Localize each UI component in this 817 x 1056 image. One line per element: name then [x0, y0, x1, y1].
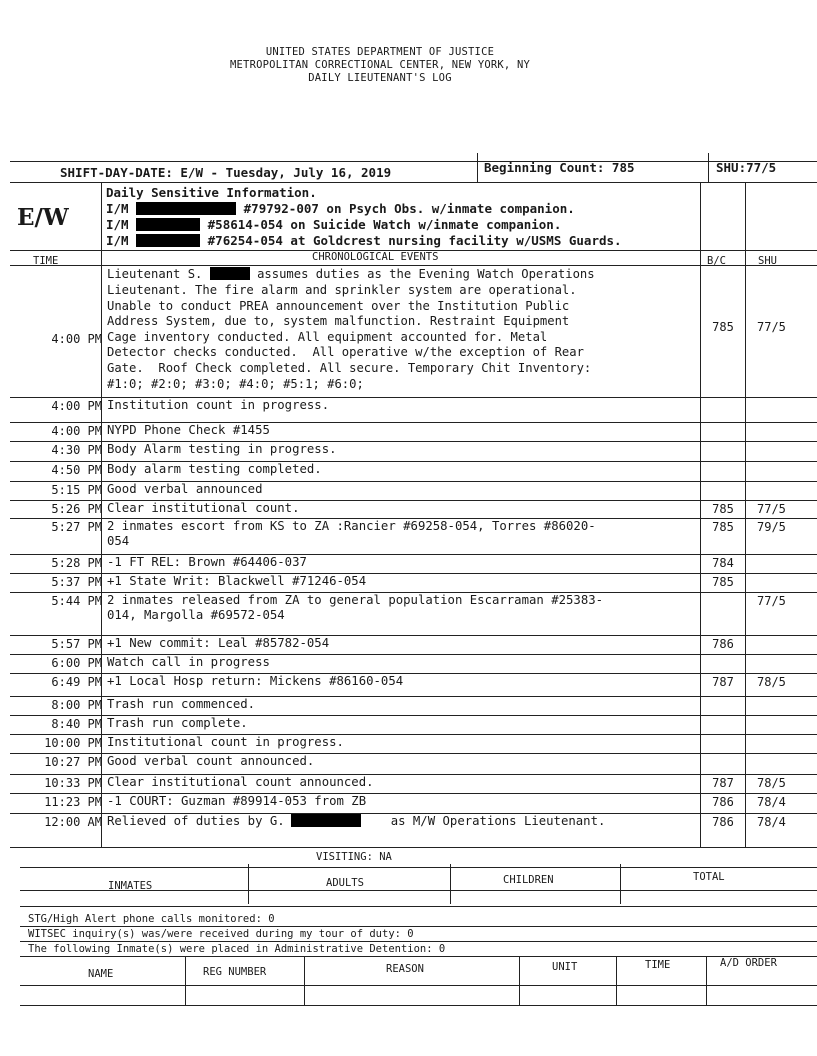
rule: [20, 890, 817, 891]
bc-column-border-left: [700, 182, 701, 847]
entry-time: 4:00 PM: [51, 332, 102, 346]
event-text: Trash run complete.: [107, 716, 248, 730]
divider: [477, 153, 478, 183]
ad-name-header: NAME: [88, 968, 114, 980]
event-time: 5:57 PM: [51, 637, 102, 651]
event-shu: 78/4: [757, 795, 786, 809]
visiting-children-header: CHILDREN: [503, 874, 554, 886]
event-text: -1 COURT: Guzman #89914-053 from ZB: [107, 794, 367, 808]
event-time: 5:37 PM: [51, 575, 102, 589]
event-text: -1 FT REL: Brown #64406-037: [107, 555, 307, 569]
divider: [304, 956, 305, 1006]
visiting-inmates-header: INMATES: [108, 880, 153, 892]
event-bc: 786: [712, 815, 734, 829]
redaction: [210, 267, 250, 280]
divider: [708, 153, 709, 183]
event-text: Good verbal count announced.: [107, 754, 315, 768]
rule: [10, 161, 817, 162]
event-time: 4:50 PM: [51, 463, 102, 477]
entry-bc: 785: [712, 320, 734, 334]
event-text: Clear institutional count announced.: [107, 775, 374, 789]
row-divider: [10, 847, 817, 848]
entry-text-body: Lieutenant. The fire alarm and sprinkler system are operational. Unable to conduct PREA announcement over the Institution Public Address System, due to, system malfunction. Restraint Equipment Cage inventory conducted. All equipment accounted for. Metal Detector checks conducted. All operative w/the exception of Rear Gate. Roof Check completed. All secure. Temporary Chit Inventory: #1:0; #2:0; #3:0; #4:0; #5:1; #6:0;: [107, 283, 592, 391]
event-text: Clear institutional count.: [107, 501, 300, 515]
rule: [20, 906, 817, 907]
event-time: 10:00 PM: [44, 736, 102, 750]
event-text: Watch call in progress: [107, 655, 270, 669]
rule: [20, 985, 817, 986]
event-text: 2 inmates escort from KS to ZA :Rancier #69258-054, Torres #86020- 054: [107, 519, 596, 548]
event-text: +1 New commit: Leal #85782-054: [107, 636, 330, 650]
event-bc: 786: [712, 795, 734, 809]
ad-time-header: TIME: [645, 959, 671, 971]
stg-calls: STG/High Alert phone calls monitored: 0: [28, 913, 275, 925]
event-bc: 785: [712, 502, 734, 516]
shu-count: SHU:77/5: [716, 160, 777, 175]
sensitive-title: Daily Sensitive Information.: [106, 185, 317, 200]
department-title: UNITED STATES DEPARTMENT OF JUSTICE: [265, 46, 495, 58]
event-shu: 78/5: [757, 776, 786, 790]
event-time: 8:40 PM: [51, 717, 102, 731]
shift-day-date: SHIFT-DAY-DATE: E/W - Tuesday, July 16, 2019: [60, 165, 392, 180]
redaction: [136, 234, 200, 247]
event-time: 5:44 PM: [51, 594, 102, 608]
beginning-count: Beginning Count: 785: [484, 160, 635, 175]
event-time: 4:00 PM: [51, 424, 102, 438]
ad-reason-header: REASON: [386, 963, 424, 975]
shift-code: E/W: [17, 204, 69, 231]
admin-detention: The following Inmate(s) were placed in Administrative Detention: 0: [28, 943, 446, 955]
event-text: NYPD Phone Check #1455: [107, 423, 270, 437]
rule: [20, 956, 817, 957]
event-time: 5:27 PM: [51, 520, 102, 534]
event-time: 10:27 PM: [44, 755, 102, 769]
facility-title: METROPOLITAN CORRECTIONAL CENTER, NEW YORK, NY: [230, 59, 530, 71]
event-time: 4:30 PM: [51, 443, 102, 457]
ad-order-header: A/D ORDER: [720, 957, 777, 969]
entry-shu: 77/5: [757, 320, 786, 334]
event-time: 6:00 PM: [51, 656, 102, 670]
event-text: +1 Local Hosp return: Mickens #86160-054: [107, 674, 404, 688]
rule: [20, 941, 817, 942]
event-shu: 77/5: [757, 594, 786, 608]
rule: [10, 265, 817, 266]
event-bc: 787: [712, 776, 734, 790]
shu-column-header: SHU: [758, 255, 777, 267]
event-time: 5:15 PM: [51, 483, 102, 497]
log-title: DAILY LIEUTENANT'S LOG: [308, 72, 452, 84]
bc-column-header: B/C: [707, 255, 726, 267]
event-time: 12:00 AM: [44, 815, 102, 829]
event-time: 4:00 PM: [51, 399, 102, 413]
visiting-adults-header: ADULTS: [326, 877, 364, 889]
event-text: Good verbal announced: [107, 482, 263, 496]
event-bc: 786: [712, 637, 734, 651]
event-time: 5:26 PM: [51, 502, 102, 516]
event-shu: 78/5: [757, 675, 786, 689]
entry-text-line1: Lieutenant S. assumes duties as the Evening Watch Operations: [107, 267, 595, 281]
event-time: 5:28 PM: [51, 556, 102, 570]
rule: [10, 182, 817, 183]
redaction: [136, 202, 236, 215]
divider: [185, 956, 186, 1006]
event-text: Institution count in progress.: [107, 398, 330, 412]
event-shu: 77/5: [757, 502, 786, 516]
event-text: Body Alarm testing in progress.: [107, 442, 337, 456]
event-bc: 785: [712, 575, 734, 589]
event-time: 6:49 PM: [51, 675, 102, 689]
event-bc: 787: [712, 675, 734, 689]
sensitive-line-2: I/M #58614-054 on Suicide Watch w/inmate companion.: [106, 217, 562, 232]
event-shu: 79/5: [757, 520, 786, 534]
events-column-header: CHRONOLOGICAL EVENTS: [312, 251, 439, 263]
ad-unit-header: UNIT: [552, 961, 578, 973]
divider: [706, 956, 707, 1006]
divider: [450, 864, 451, 904]
time-column-header: TIME: [33, 255, 59, 267]
event-text: Relieved of duties by G. as M/W Operations Lieutenant.: [107, 814, 606, 828]
event-bc: 784: [712, 556, 734, 570]
redaction: [291, 814, 361, 827]
event-text: 2 inmates released from ZA to general population Escarraman #25383- 014, Margolla #69572-054: [107, 593, 604, 622]
event-text: Trash run commenced.: [107, 697, 256, 711]
sensitive-line-1: I/M #79792-007 on Psych Obs. w/inmate companion.: [106, 201, 575, 216]
event-text: +1 State Writ: Blackwell #71246-054: [107, 574, 367, 588]
rule: [20, 1005, 817, 1006]
ad-reg-header: REG NUMBER: [203, 966, 267, 978]
event-time: 10:33 PM: [44, 776, 102, 790]
divider: [620, 864, 621, 904]
shu-column-border-left: [745, 182, 746, 847]
divider: [248, 864, 249, 904]
event-shu: 78/4: [757, 815, 786, 829]
redaction: [136, 218, 200, 231]
visiting-total-header: TOTAL: [693, 871, 725, 883]
event-time: 8:00 PM: [51, 698, 102, 712]
event-text: Body alarm testing completed.: [107, 462, 322, 476]
divider: [616, 956, 617, 1006]
event-text: Institutional count in progress.: [107, 735, 344, 749]
event-time: 11:23 PM: [44, 795, 102, 809]
visiting-title: VISITING: NA: [316, 851, 392, 863]
rule: [20, 867, 817, 868]
witsec-inquiries: WITSEC inquiry(s) was/were received during my tour of duty: 0: [28, 928, 414, 940]
rule: [20, 926, 817, 927]
sensitive-line-3: I/M #76254-054 at Goldcrest nursing facility w/USMS Guards.: [106, 233, 622, 248]
event-bc: 785: [712, 520, 734, 534]
divider: [519, 956, 520, 1006]
